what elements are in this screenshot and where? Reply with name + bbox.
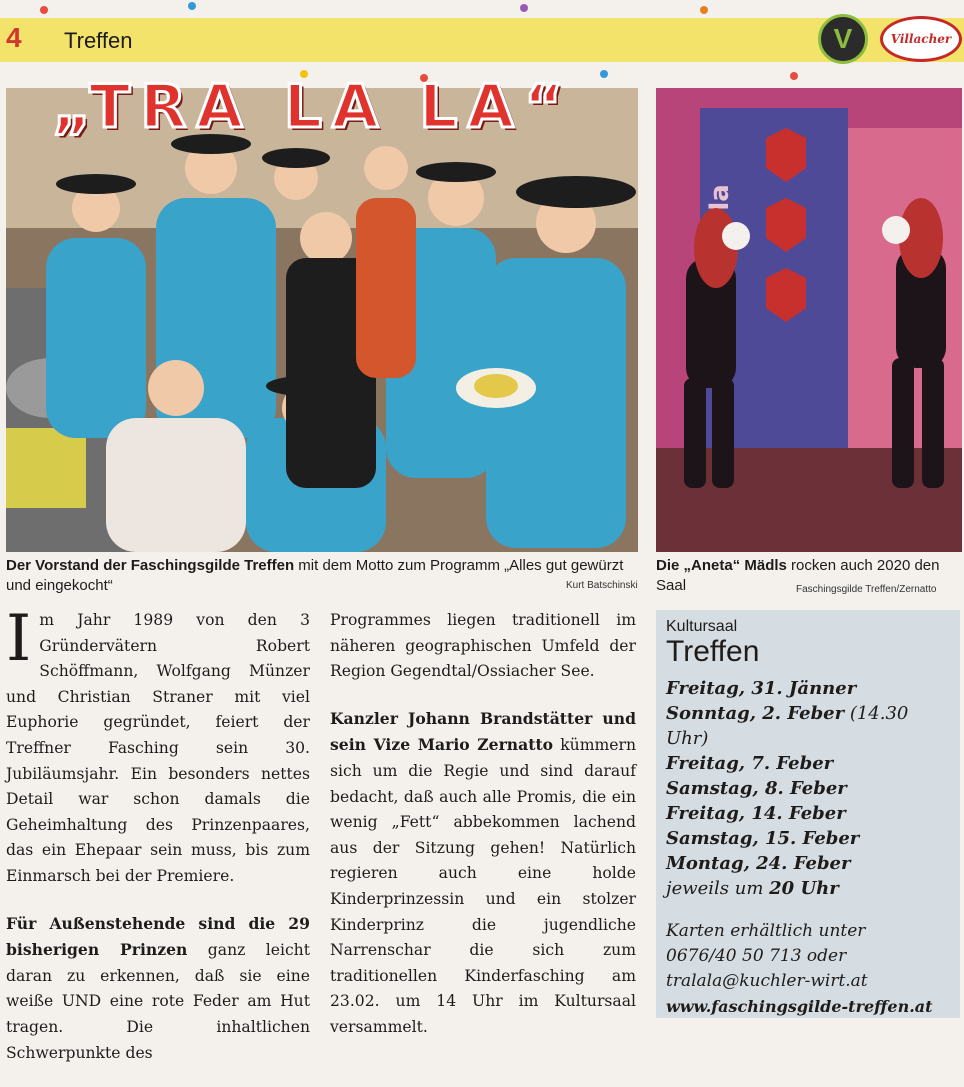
tickets-label: Karten erhältlich unter — [666, 921, 866, 941]
paragraph-4-text: kümmern sich um die Regie und sind darauf bedacht, daß auch alle Promis, die ein wenig „Fett“ abbekommen lachend aus der Sitzung gehen! Natürlich regieren auch eine holde Kinderprinzessin und ein stolzer Kinderprinz die jugendliche Narrenschar die sich zum traditionellen Kinderfasching am 23.02. um 14 Uhr im Kultursaal versammelt. — [330, 736, 636, 1036]
venue-name: Treffen — [666, 635, 760, 668]
photo-left-caption — [6, 556, 626, 596]
email-address[interactable]: tralala@kuchler-wirt.at — [666, 971, 868, 991]
sponsor-logo-v — [818, 14, 868, 64]
event-date: Samstag, 15. Feber — [666, 828, 860, 849]
section-title: Treffen — [64, 28, 133, 53]
paragraph-2-text: ganz leicht daran zu erkennen, daß sie eine weiße UND eine rote Feder am Hut tragen. Die inhaltlichen Schwerpunkte des — [6, 941, 310, 1062]
article-paragraph — [6, 602, 310, 890]
event-date: Sonntag, 2. Feber (14.30 Uhr) — [666, 703, 909, 749]
photo-left-illustration — [6, 88, 638, 552]
confetti-dot — [700, 6, 708, 14]
caption-left-bold: Der Vorstand der Faschingsgilde Treffen — [6, 557, 295, 574]
website-link[interactable]: www.faschingsgilde-treffen.at — [666, 997, 933, 1016]
confetti-dot — [40, 6, 48, 14]
photo-right-credit: Faschingsgilde Treffen/Zernatto — [796, 584, 937, 595]
article-paragraph — [330, 706, 636, 1041]
confetti-dot — [790, 72, 798, 80]
page-number: 4 — [6, 22, 22, 53]
event-date: Montag, 24. Feber — [666, 853, 851, 874]
event-info-box — [656, 610, 960, 1018]
confetti-dot — [520, 4, 528, 12]
caption-right-rest: rocken auch 2020 den Saal — [656, 557, 940, 594]
phone-number[interactable]: 0676/40 50 713 oder — [666, 946, 847, 966]
article-column-1 — [6, 602, 310, 1087]
paragraph-2-bold: Für Außenstehende sind die 29 bisherigen Prinzen — [6, 913, 310, 960]
logo-v-letter: V — [833, 23, 853, 54]
confetti-dot — [600, 70, 608, 78]
photo-right-illustration — [656, 88, 962, 552]
event-date: Freitag, 31. Jänner — [666, 678, 857, 699]
article-column-2 — [330, 608, 636, 1062]
venue-label: Kultursaal — [666, 618, 738, 635]
event-date: Samstag, 8. Feber — [666, 778, 847, 799]
photo-left-credit: Kurt Batschinski — [566, 580, 638, 591]
tra-la-la-title: „TRA LA LA“ — [52, 72, 574, 142]
photo-faschingsgilde-board — [6, 88, 638, 552]
event-date: Freitag, 14. Feber — [666, 803, 846, 824]
drop-cap: I — [6, 602, 32, 676]
article-paragraph — [6, 911, 310, 1067]
paragraph-3-text: Programmes liegen traditionell im näheren geographischen Umfeld der Region Gegendtal/Ossiacher See. — [330, 611, 636, 681]
caption-right-bold: Die „Aneta“ Mädls — [656, 557, 787, 574]
event-date: Freitag, 7. Feber — [666, 753, 834, 774]
photo-aneta-maedls — [656, 88, 962, 552]
article-paragraph — [330, 608, 636, 685]
event-time: jeweils um 20 Uhr — [666, 878, 839, 899]
confetti-dot — [188, 2, 196, 10]
event-dates-list — [666, 676, 950, 876]
caption-left-rest: mit dem Motto zum Programm „Alles gut gewürzt und eingekocht“ — [6, 557, 624, 594]
logo-brand-text: Villacher — [890, 32, 952, 46]
sponsor-logo-villacher — [880, 16, 962, 62]
paragraph-1-text: m Jahr 1989 von den 3 Gründervätern Robert Schöffmann, Wolfgang Münzer und Christian Straner mit viel Euphorie gegründet, feiert der Treffner Fasching sein 30. Jubiläumsjahr. Ein besonders nettes Detail war schon damals die Geheimhaltung des Prinzenpaares, das ein Ehepaar sein muss, bis zum Einmarsch bei der Premiere. — [6, 611, 310, 885]
paragraph-4-bold: Kanzler Johann Brandstätter und sein Vize Mario Zernatto — [330, 708, 636, 755]
